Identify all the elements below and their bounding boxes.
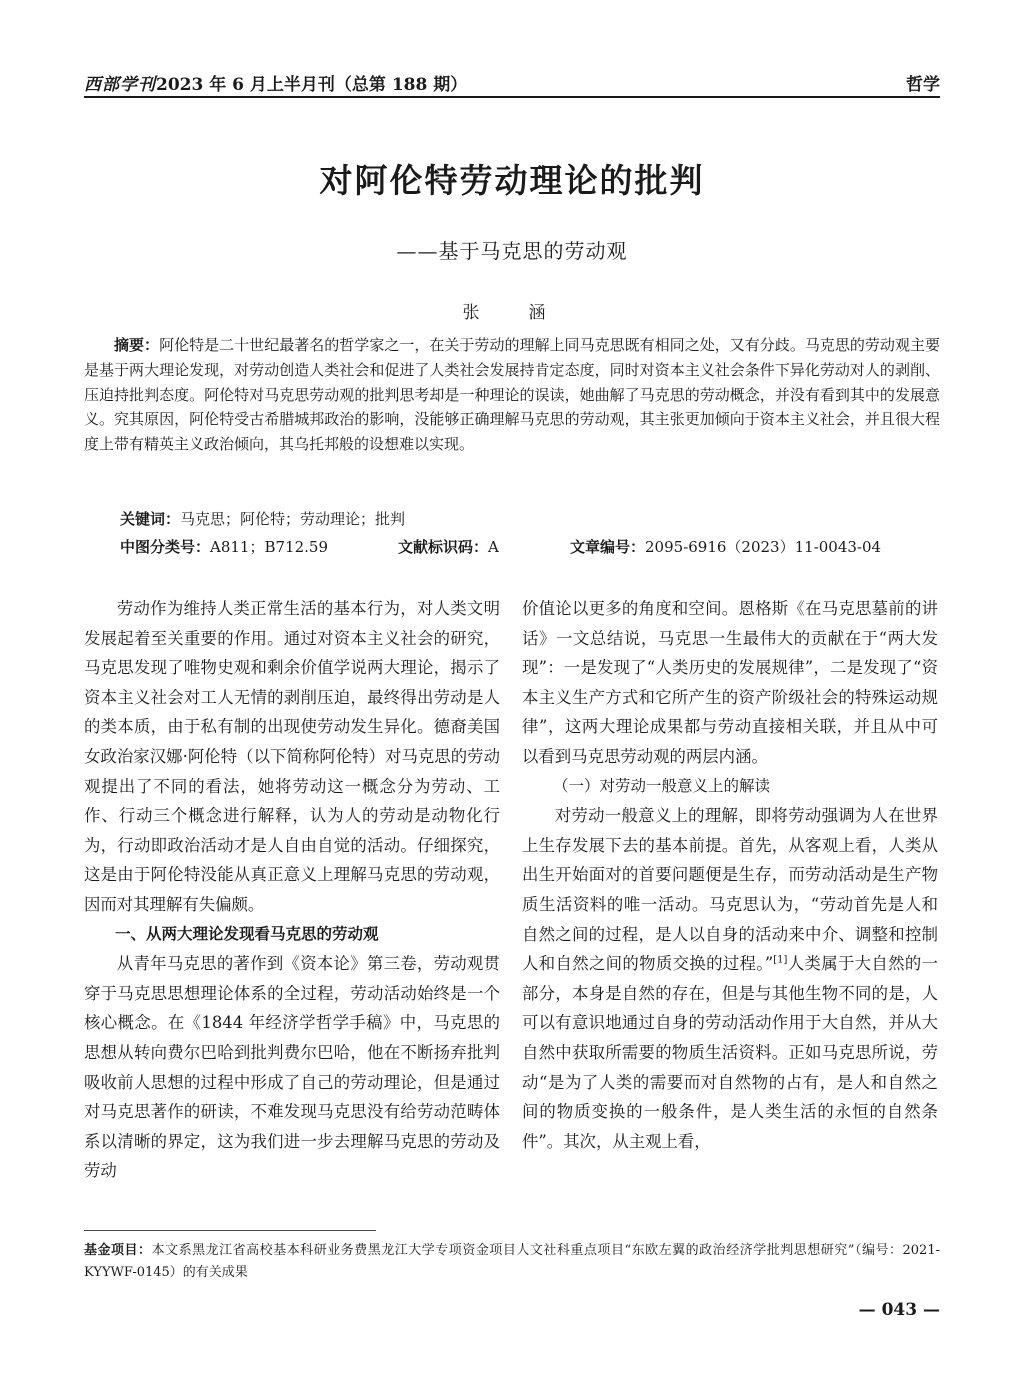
document-code [398, 536, 499, 557]
section-name: 哲学 [906, 75, 940, 95]
header-rule [84, 96, 940, 98]
body-paragraph [522, 801, 938, 1156]
document-code-value: A [488, 538, 499, 556]
footnote-rule [84, 1230, 376, 1231]
clc-label: 中图分类号： [120, 538, 211, 556]
running-head [84, 66, 940, 96]
paragraph-text: 对劳动一般意义上的理解，即将劳动强调为人在世界上生存发展下去的基本前提。首先，从客观上看，人类从出生开始面对的首要问题便是生存，而劳动活动是生产物质生活资料的唯一活动。马克思认为，“劳动首先是人和自然之间的过程，是人以自身的活动来中介、调整和控制人和自然之间的物质交换的过程。” [522, 806, 938, 974]
document-code-label: 文献标识码： [398, 538, 489, 556]
article-number [570, 536, 881, 557]
article-title: 对阿伦特劳动理论的批判 [319, 161, 705, 200]
article-subtitle: ——基于马克思的劳动观 [396, 239, 628, 263]
issue-info: 2023 年 6 月上半月刊（总第 188 期） [156, 75, 468, 95]
author-name: 张 涵 [462, 303, 562, 323]
clc-code [120, 536, 328, 557]
funding-label: 基金项目： [84, 1243, 152, 1258]
article-number-value: 2095-6916（2023）11-0043-04 [645, 538, 882, 556]
funding-footnote [84, 1240, 940, 1284]
subsection-heading: （一）对劳动一般意义上的解读 [553, 776, 771, 795]
journal-name: 西部学刊 [84, 75, 156, 95]
keywords-label: 关键词： [120, 510, 181, 528]
running-head-left [84, 70, 467, 95]
body-column-right [522, 594, 938, 1156]
classification-line [120, 536, 940, 562]
abstract [84, 333, 940, 457]
paragraph-text: 人类属于大自然的一部分，本身是自然的存在，但是与其他生物不同的是，人可以有意识地通过自身的劳动活动作用于大自然，并从大自然中获取所需要的物质生活资料。正如马克思所说，劳动“是为了人类的需要而对自然物的占有，是人和自然之间的物质变换的一般条件，是人类生活的永恒的自然条件”。其次，从主观上看， [522, 954, 939, 1151]
abstract-text: 阿伦特是二十世纪最著名的哲学家之一，在关于劳动的理解上同马克思既有相同之处，又有分歧。马克思的劳动观主要是基于两大理论发现，对劳动创造人类社会和促进了人类社会发展持肯定态度，同时对资本主义社会条件下异化劳动对人的剥削、压迫持批判态度。阿伦特对马克思劳动观的批判思考却是一种理论的误读，她曲解了马克思的劳动概念，并没有看到其中的发展意义。究其原因，阿伦特受古希腊城邦政治的影响，没能够正确理解马克思的劳动观，其主张更加倾向于资本主义社会，并且很大程度上带有精英主义政治倾向，其乌托邦般的设想难以实现。 [84, 336, 940, 454]
abstract-label: 摘要： [114, 336, 160, 354]
body-paragraph: 从青年马克思的著作到《资本论》第三卷，劳动观贯穿于马克思思想理论体系的全过程，劳动活动始终是一个核心概念。在《1844 年经济学哲学手稿》中，马克思的思想从转向费尔巴哈到批判费尔巴哈，他在不断扬弃批判吸收前人思想的过程中形成了自己的劳动理论，但是通过对马克思著作的研读，不难发现马克思没有给劳动范畴体系以清晰的界定，这为我们进一步去理解马克思的劳动及劳动 [84, 954, 500, 1181]
article-number-label: 文章编号： [570, 538, 646, 556]
section-heading: 一、从两大理论发现看马克思的劳动观 [115, 924, 379, 943]
body-paragraph: 劳动作为维持人类正常生活的基本行为，对人类文明发展起着至关重要的作用。通过对资本主义社会的研究，马克思发现了唯物史观和剩余价值学说两大理论，揭示了资本主义社会对工人无情的剥削压迫，最终得出劳动是人的类本质，由于私有制的出现使劳动发生异化。德裔美国女政治家汉娜·阿伦特（以下简称阿伦特）对马克思的劳动观提出了不同的看法，她将劳动这一概念分为劳动、工作、行动三个概念进行解释，认为人的劳动是动物化行为，行动即政治活动才是人自由自觉的活动。仔细探究，这是由于阿伦特没能从真正意义上理解马克思的劳动观，因而对其理解有失偏颇。 [84, 599, 500, 914]
clc-value: A811；B712.59 [210, 538, 328, 556]
keywords-text: 马克思；阿伦特；劳动理论；批判 [180, 510, 406, 528]
citation-reference: [1] [773, 954, 788, 966]
page-number: — 043 — [858, 1300, 940, 1320]
keywords [120, 508, 405, 529]
funding-text: 本文系黑龙江省高校基本科研业务费黑龙江大学专项资金项目人文社科重点项目“东欧左翼的政治经济学批判思想研究”（编号：2021-KYYWF-0145）的有关成果 [84, 1243, 940, 1280]
body-column-left [84, 594, 500, 1186]
body-paragraph: 价值论以更多的角度和空间。恩格斯《在马克思墓前的讲话》一文总结说，马克思一生最伟大的贡献在于“两大发现”：一是发现了“人类历史的发展规律”，二是发现了“资本主义生产方式和它所产生的资产阶级社会的特殊运动规律”，这两大理论成果都与劳动直接相关联，并且从中可以看到马克思劳动观的两层内涵。 [522, 599, 938, 766]
